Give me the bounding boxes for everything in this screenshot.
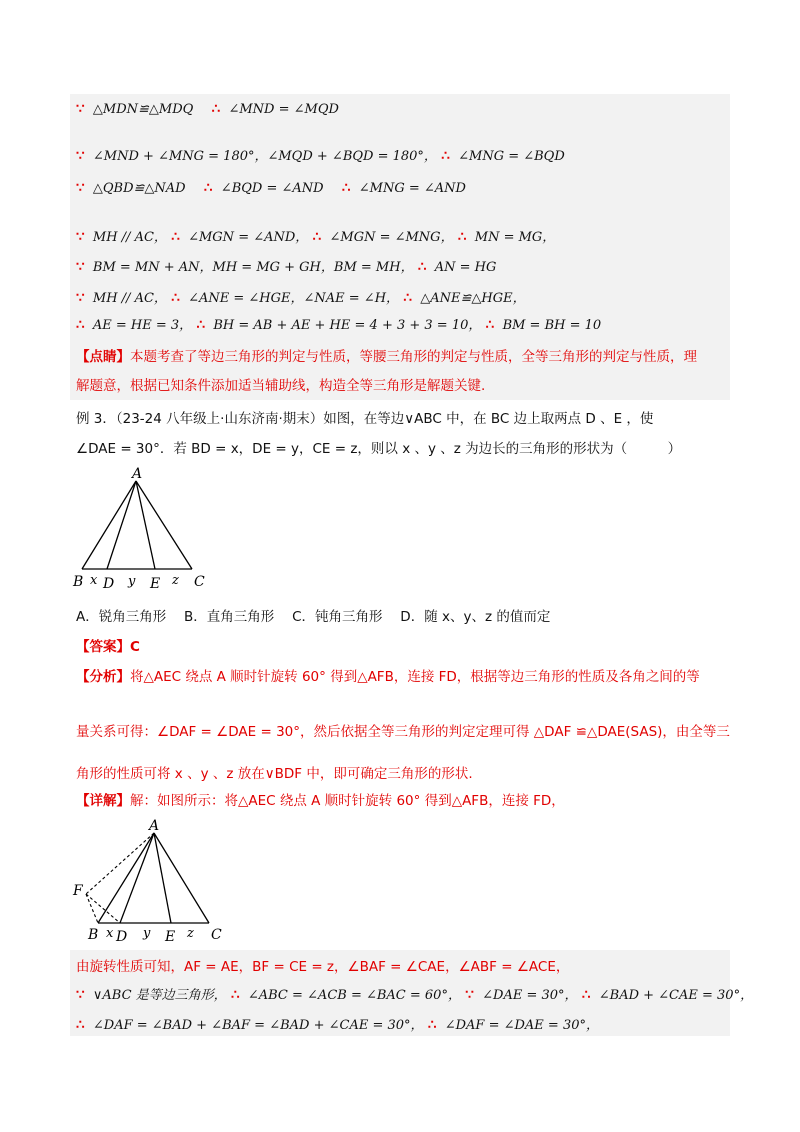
- label-D: D: [116, 929, 128, 945]
- analysis-line-2: 量关系可得：∠DAF = ∠DAE = 30°，然后依据全等三角形的判定定理可得 △DAF ≌△DAE(SAS)，由全等三: [76, 724, 730, 740]
- segment-AD: [107, 481, 136, 569]
- detail-line-4: ∴ ∠DAF = ∠BAD + ∠BAF = ∠BAD + ∠CAE = 30°， ∴ ∠DAF = ∠DAE = 30°，: [76, 1017, 599, 1033]
- label-x: x: [90, 573, 98, 588]
- answer-options: A．锐角三角形 B．直角三角形 C．钝角三角形 D．随 x、y、z 的值而定: [76, 609, 551, 625]
- analysis-line-3: 角形的性质可将 x 、y 、z 放在∨BDF 中，即可确定三角形的形状.: [76, 766, 473, 782]
- proof-line-2: ∵ ∠MND + ∠MNG = 180°，∠MQD + ∠BQD = 180°， ∴ ∠MNG = ∠BQD: [76, 148, 565, 164]
- label-y: y: [128, 574, 136, 589]
- detail-line-1: 【详解】解：如图所示：将△AEC 绕点 A 顺时针旋转 60° 得到△AFB，连接 FD，: [76, 793, 565, 809]
- label-E: E: [150, 576, 161, 592]
- label-A: A: [132, 466, 143, 482]
- proof-line-4: ∵ MH // AC， ∴ ∠MGN = ∠AND， ∴ ∠MGN = ∠MNG， ∴ MN = MG，: [76, 229, 556, 245]
- label-y: y: [143, 926, 151, 941]
- label-z: z: [172, 573, 179, 588]
- comment-line-1: 【点睛】本题考查了等边三角形的判定与性质，等腰三角形的判定与性质，全等三角形的判定与性质，理: [76, 349, 697, 365]
- label-A: A: [149, 818, 160, 834]
- label-C: C: [211, 927, 222, 943]
- example-line-2: ∠DAE = 30°．若 BD = x，DE = y，CE = z，则以 x 、y 、z 为边长的三角形的形状为（ ）: [76, 441, 682, 457]
- detail-line-2: 由旋转性质可知，AF = AE，BF = CE = z，∠BAF = ∠CAE，∠ABF = ∠ACE，: [76, 959, 570, 975]
- label-x: x: [106, 926, 114, 941]
- answer-line: 【答案】C: [76, 639, 140, 655]
- detail-line-3: ∵ ∨ABC 是等边三角形， ∴ ∠ABC = ∠ACB = ∠BAC = 60°， ∵ ∠DAE = 30°， ∴ ∠BAD + ∠CAE = 30°，: [76, 987, 754, 1003]
- label-E: E: [165, 929, 176, 945]
- label-F: F: [73, 883, 83, 899]
- triangle-figure-1: [70, 464, 220, 594]
- example-line-1: 例 3．（23-24 八年级上·山东济南·期末）如图，在等边∨ABC 中，在 BC 边上取两点 D 、E ，使: [76, 411, 654, 427]
- proof-line-5: ∵ BM = MN + AN，MH = MG + GH，BM = MH， ∴ AN = HG: [76, 259, 497, 275]
- label-B: B: [88, 927, 99, 943]
- label-B: B: [73, 574, 84, 590]
- side-AC: [136, 481, 192, 569]
- proof-line-7: ∴ AE = HE = 3， ∴ BH = AB + AE + HE = 4 + 3 + 3 = 10， ∴ BM = BH = 10: [76, 317, 602, 333]
- triangle-figure-2: [70, 818, 225, 946]
- proof-line-3: ∵ △QBD≌△NAD ∴ ∠BQD = ∠AND ∴ ∠MNG = ∠AND: [76, 180, 466, 196]
- segment-AE: [136, 481, 155, 569]
- comment-line-2: 解题意，根据已知条件添加适当辅助线，构造全等三角形是解题关键.: [76, 378, 486, 394]
- side-AB: [82, 481, 136, 569]
- label-z: z: [187, 926, 194, 941]
- label-C: C: [194, 574, 205, 590]
- label-D: D: [103, 576, 115, 592]
- proof-line-6: ∵ MH // AC， ∴ ∠ANE = ∠HGE，∠NAE = ∠H， ∴ △ANE≌△HGE，: [76, 290, 526, 306]
- proof-line-1: ∵ △MDN≌△MDQ ∴ ∠MND = ∠MQD: [76, 101, 339, 117]
- analysis-line-1: 【分析】将△AEC 绕点 A 顺时针旋转 60° 得到△AFB，连接 FD，根据等边三角形的性质及各角之间的等: [76, 669, 700, 685]
